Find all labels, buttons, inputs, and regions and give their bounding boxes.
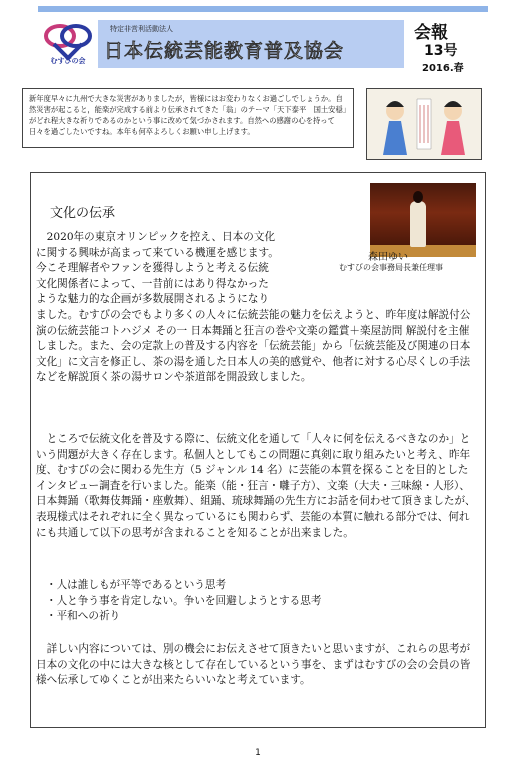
page-number: 1 bbox=[255, 748, 261, 758]
article-heading: 文化の伝承 bbox=[50, 206, 116, 221]
article-paragraph-2: ところで伝統文化を普及する際に、伝統文化を通して「人々に何を伝えるべきなのか」という問題が大きく存在します。私個人としてもこの問題に真剣に取り組みたいと考え、昨年度、むすびの会に関わる先生方（5 ジャンル 14 名）に芸能の本質を探ることを目的としたインタビュー調査を行いました。能楽（能・狂言・囃子方）、文楽（大夫・三味線・人形）、日本舞踊（歌舞伎舞踊・座敷舞）、組踊、琉球舞踊の先生方にお話を伺わせて頂きましたが、表現様式はそれぞれに全く異なっているにも関わらず、芸能の本質に触れる部分では、何れにも共通して以下の思考が含まれることを知ることが出来ました。 bbox=[36, 433, 476, 539]
greeting-text: 新年度早々に九州で大きな災害がありましたが，皆様にはお変わりなくお過ごしでしょうか。自然災害が起こると，能楽が完成する前より伝承されてきた「翁」のテーマ「天下泰平 国土安穏」がどれ程大きな祈りであるのかという事に改めて気づかされます。自然への感謝の心を持って日々を過ごしたいですね。本年も何卒よろしくお願い申し上げます。 bbox=[29, 94, 347, 136]
newsletter-label: 会報 bbox=[414, 23, 448, 43]
greeting-box bbox=[22, 88, 354, 148]
intro-line: ような魅力的な企画が多数展開されるようになり bbox=[36, 293, 270, 306]
org-name: 日本伝統芸能教育普及協会 bbox=[104, 40, 345, 62]
header-accent-bar bbox=[38, 6, 488, 12]
author-title: むすびの会事務局長兼任理事 bbox=[339, 263, 443, 272]
dolls-illustration bbox=[366, 88, 482, 160]
issue-number: 13号 bbox=[424, 43, 458, 59]
intro-line: 文化関係者によって、一昔前にはあり得なかった bbox=[36, 277, 269, 290]
logo-text: むすびの会 bbox=[50, 57, 86, 65]
intro-line: に関する興味が高まって来ている機運を感じます。 bbox=[36, 246, 279, 259]
performer-photo bbox=[370, 183, 476, 257]
list-item: ・人は誰しもが平等であるという思考 bbox=[46, 579, 227, 591]
article-intro bbox=[36, 230, 336, 308]
article-paragraph-1: ました。むすびの会でもより多くの人々に伝統芸能の魅力を伝えようと、昨年度は解説付公演の伝統芸能コトハジメ その一 日本舞踊と狂言の巻や文楽の鑑賞＋楽屋訪問 解説付を主催しました。また、会の定款上の普及する内容を「伝統芸能」から「伝統芸能及び関連の日本文化」に文言を修正し、茶の湯を通した日本人の美的感覚や、他者に対する心尽くしの手法などを解説頂く茶の湯サロンや茶道部を開設致しました。 bbox=[36, 309, 471, 384]
issue-season: 2016.春 bbox=[422, 63, 464, 74]
list-item: ・平和への祈り bbox=[46, 610, 121, 623]
list-item: ・人と争う事を肯定しない。争いを回避しようとする思考 bbox=[46, 594, 322, 607]
org-prefix: 特定非営利活動法人 bbox=[110, 25, 173, 33]
intro-line: 今こそ理解者やファンを獲得しようと考える伝統 bbox=[36, 262, 269, 275]
intro-line: 2020年の東京オリンピックを控え、日本の文化 bbox=[36, 231, 276, 243]
article-paragraph-3: 詳しい内容については、別の機会にお伝えさせて頂きたいと思いますが、これらの思考が日本の文化の中には大きな核として存在しているという事を、まずはむすびの会の会員の皆様へ伝承してゆくことが出来たらいいなと考えています。 bbox=[36, 643, 471, 687]
author-name: 森田ゆい bbox=[368, 252, 408, 263]
key-points-list bbox=[46, 578, 466, 625]
